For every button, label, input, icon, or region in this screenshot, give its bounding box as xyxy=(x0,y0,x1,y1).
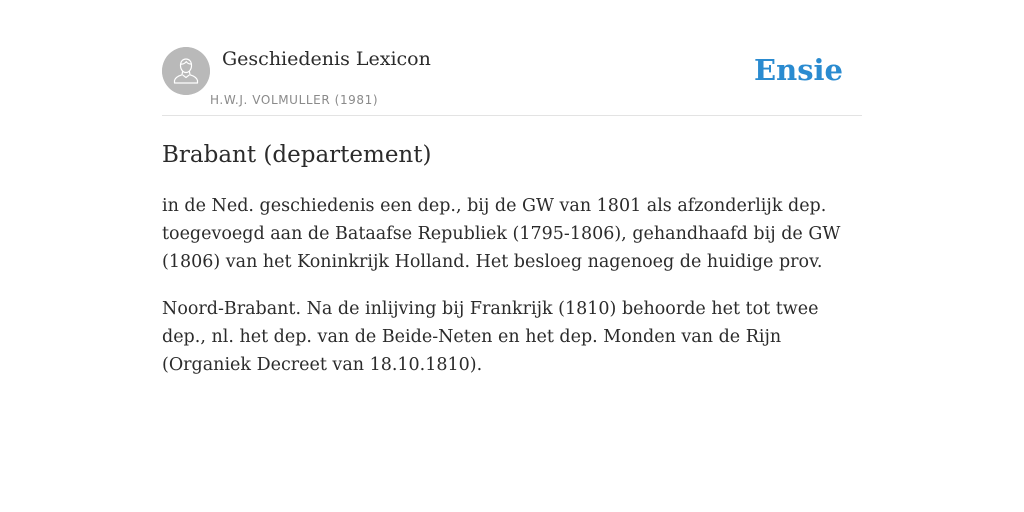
entry-paragraph: in de Ned. geschiedenis een dep., bij de GW van 1801 als afzonderlijk dep. toegevoegd aan de Bataafse Republiek (1795-1806), gehandhaafd bij de GW (1806) van het Koninkrijk Holland. Het besloeg nagenoeg de huidige prov. xyxy=(162,196,841,272)
entry-title: Brabant (departement) xyxy=(162,142,432,168)
lexicon-title[interactable]: Geschiedenis Lexicon xyxy=(222,48,431,70)
author-credit[interactable]: H.W.J. VOLMULLER (1981) xyxy=(210,93,379,107)
header xyxy=(162,46,862,116)
user-silhouette-icon xyxy=(162,47,210,95)
entry-paragraph: Noord-Brabant. Na de inlijving bij Frankrijk (1810) behoorde het tot twee dep., nl. het dep. van de Beide-Neten en het dep. Monden van de Rijn (Organiek Decreet van 18.10.1810). xyxy=(162,299,819,375)
brand-logo[interactable]: Ensie xyxy=(754,53,843,87)
avatar[interactable] xyxy=(162,47,210,95)
entry-content xyxy=(162,140,862,379)
